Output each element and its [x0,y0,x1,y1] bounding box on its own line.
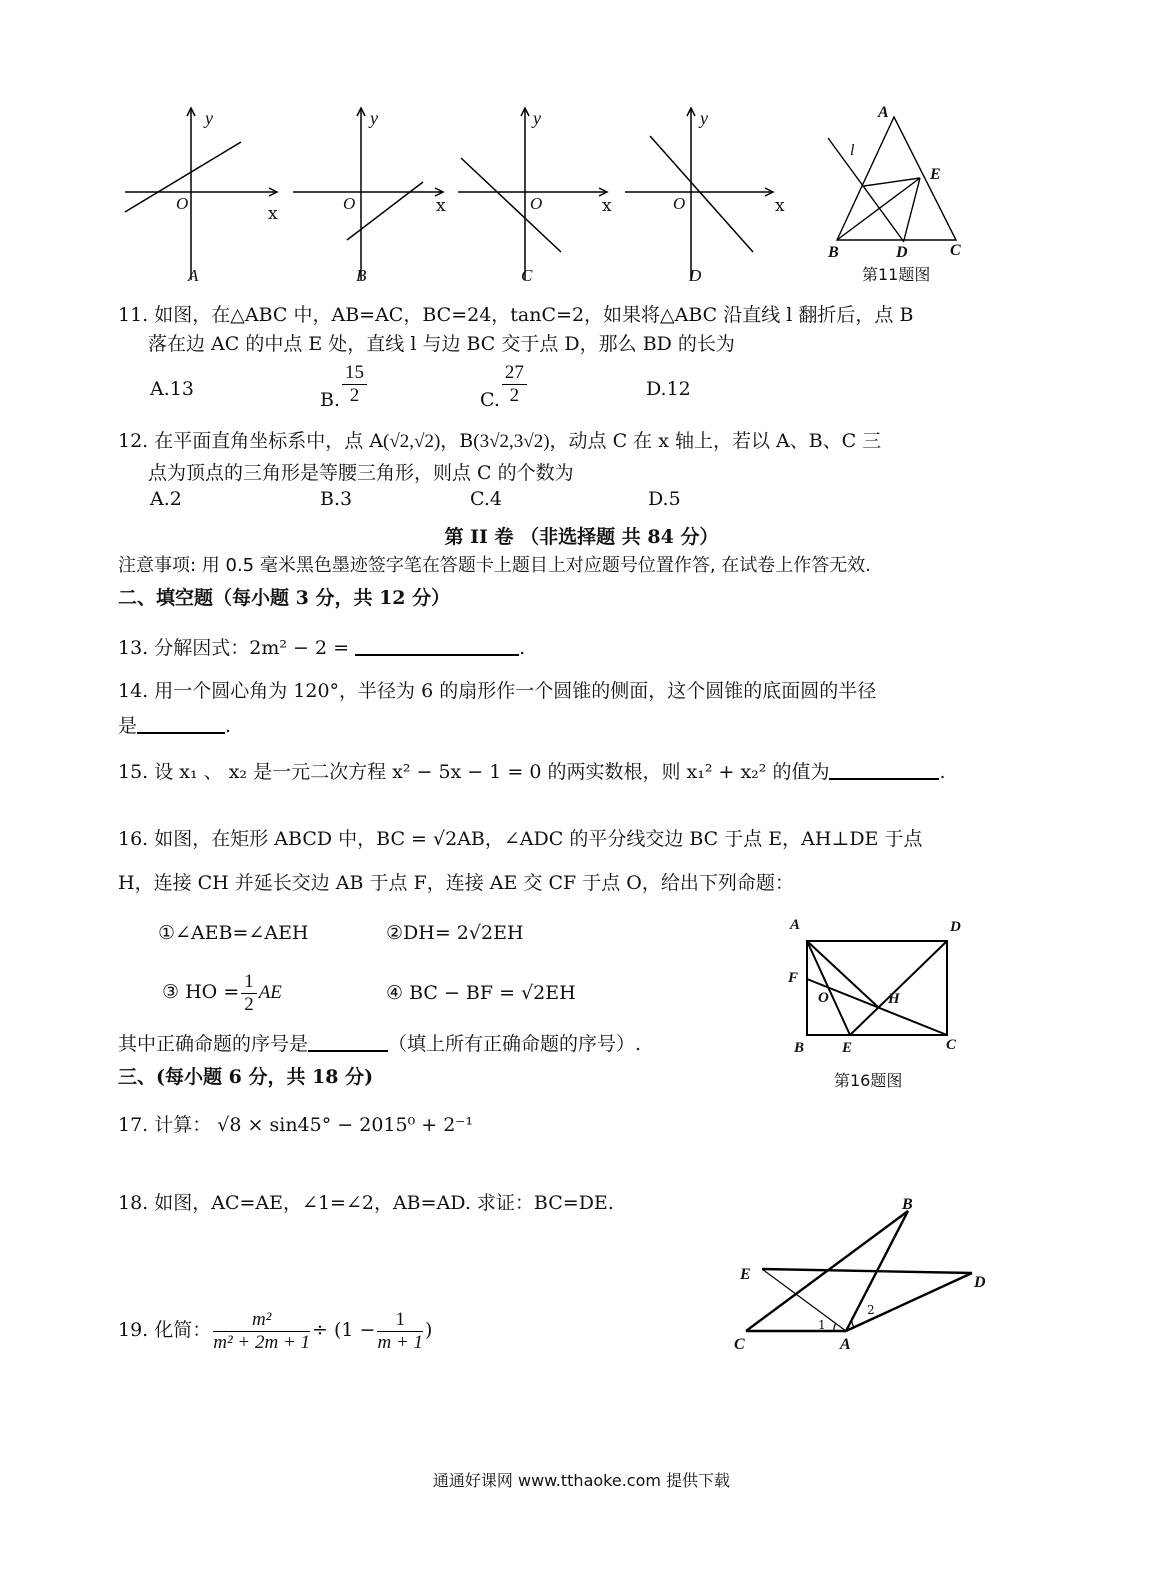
q12-option-b: B.3 [320,488,353,510]
q19-prefix: 19. 化简： [118,1319,212,1341]
q19-fraction-2 [377,1309,423,1354]
graph-a-label: A [188,266,199,285]
fig18-point-a: A [840,1336,851,1353]
q16-answer-prefix: 其中正确命题的序号是 [118,1033,309,1055]
q16-line1: 16. 如图，在矩形 ABCD 中，BC = √2AB，∠ADC 的平分线交边 BC 于点 E，AH⊥DE 于点 [118,828,923,850]
graph-b [293,108,443,280]
q19-mid: ÷ (1 − [312,1319,376,1341]
q19-end: ) [425,1319,433,1341]
q14-prefix: 是 [118,715,138,737]
q15-end: . [939,761,946,783]
q14-end: . [225,715,232,737]
q11-option-b-den: 2 [349,385,360,406]
graph-a-origin: O [176,194,189,213]
fig11-point-a: A [878,104,889,121]
q11-option-c [480,362,529,411]
fig18-point-c: C [734,1336,745,1353]
q13 [118,634,525,661]
q14-line2 [118,712,231,739]
q14-line1: 14. 用一个圆心角为 120°，半径为 6 的扇形作一个圆锥的侧面，这个圆锥的底面圆的半径 [118,680,877,702]
footer: 通通好课网 www.tthaoke.com 提供下载 [432,1471,731,1490]
q17: 17. 计算： √8 × sin45° − 2015⁰ + 2⁻¹ [118,1114,473,1136]
figure-11 [820,100,970,260]
graph-d-y-label: y [700,108,708,128]
q11-line2: 落在边 AC 的中点 E 处，直线 l 与边 BC 交于点 D，那么 BD 的长为 [148,333,735,355]
q13-answer-blank[interactable] [355,634,519,656]
figure-18 [730,1195,1010,1345]
q16-answer-line [118,1030,641,1057]
q19 [118,1300,432,1360]
q11-option-c-fraction [502,362,527,407]
q11-option-b-fraction [342,362,367,407]
q16-p3-num: 1 [241,971,257,994]
fig16-point-h: H [888,991,900,1007]
section2-heading: 二、填空题（每小题 3 分，共 12 分） [118,587,451,609]
fig11-point-e: E [930,166,941,183]
q16-p3-den: 2 [244,993,254,1015]
graph-a-x-label: x [268,204,278,224]
fig16-point-o: O [818,990,829,1006]
graph-d-origin: O [673,194,686,213]
graph-c-y-label: y [533,108,541,128]
q11-option-b-prefix: B. [320,388,341,411]
graph-b-y-label: y [370,108,378,128]
graph-b-origin: O [343,194,356,213]
q19-num: m² [213,1309,310,1332]
q12-line1 [118,428,881,455]
figure-16 [790,925,970,1045]
q11-option-b [320,362,369,411]
fig16-point-e: E [842,1040,853,1056]
fig18-angle-1: 1 [818,1318,826,1332]
q19-den: m² + 2m + 1 [213,1331,311,1353]
q12-line1-b: ，B [440,430,474,452]
q12-option-c: C.4 [470,488,502,510]
graph-b-label: B [356,266,367,285]
q19-num2: 1 [377,1309,423,1332]
fig16-caption: 第16题图 [834,1071,903,1090]
q12-option-d: D.5 [648,488,681,510]
graph-c-x-label: x [602,196,612,216]
fig11-point-b: B [828,244,839,261]
q11-option-d: D.12 [646,378,691,400]
fig18-point-b: B [902,1196,913,1213]
fig16-point-c: C [946,1037,957,1053]
fig16-point-f: F [788,970,799,986]
q16-p3-suffix: AE [258,982,282,1003]
q13-end: . [519,637,526,659]
q14-answer-blank[interactable] [137,712,225,734]
q12-line1-a: 12. 在平面直角坐标系中，点 A [118,430,384,452]
q18: 18. 如图，AC=AE，∠1=∠2，AB=AD. 求证：BC=DE. [118,1192,614,1214]
q15 [118,758,946,785]
q11-option-c-num: 27 [502,362,527,385]
q15-text: 15. 设 x₁ 、 x₂ 是一元二次方程 x² − 5x − 1 = 0 的两实数根，则 x₁² + x₂² 的值为 [118,761,830,783]
q16-proposition-3 [162,966,282,1019]
q11-option-a: A.13 [150,378,194,400]
section3-heading: 三、(每小题 6 分，共 18 分) [118,1066,374,1088]
part2-title: 第 II 卷 （非选择题 共 84 分） [444,526,719,548]
q16-line2: H，连接 CH 并延长交边 AB 于点 F，连接 AE 交 CF 于点 O，给出下列命题： [118,872,794,894]
q12-point-b: (3√2,3√2) [473,431,550,452]
q11-line1: 11. 如图，在△ABC 中，AB=AC，BC=24，tanC=2，如果将△ABC 沿直线 l 翻折后，点 B [118,304,914,326]
q12-point-a: (√2,√2) [383,431,441,452]
fig18-point-e: E [740,1266,751,1283]
graph-d-label: D [689,266,702,285]
fig18-angle-2: 2 [867,1303,875,1317]
fig16-point-a: A [790,917,801,933]
graph-b-x-label: x [436,196,446,216]
q16-p3-prefix: ③ HO = [162,981,240,1003]
q12-option-a: A.2 [150,488,182,510]
q12-line2: 点为顶点的三角形是等腰三角形，则点 C 的个数为 [148,462,574,484]
fig11-line-l: l [850,142,855,159]
graph-a [125,108,277,280]
graph-c-label: C [521,266,533,285]
fig11-point-c: C [950,242,961,259]
fig11-caption: 第11题图 [862,265,931,284]
q11-option-b-num: 15 [342,362,367,385]
graph-c-origin: O [530,194,543,213]
graph-d-x-label: x [775,196,785,216]
q19-den2: m + 1 [377,1331,424,1353]
q16-proposition-4: ④ BC − BF = √2EH [386,982,576,1004]
q11-option-c-den: 2 [509,385,520,406]
q15-answer-blank[interactable] [829,758,939,780]
q12-line1-c: ，动点 C 在 x 轴上，若以 A、B、C 三 [549,430,882,452]
graph-d [625,108,773,280]
q13-text: 13. 分解因式：2m² − 2 = [118,637,350,659]
fig16-point-b: B [794,1040,805,1056]
q16-answer-blank[interactable] [308,1030,388,1052]
q16-proposition-1: ①∠AEB=∠AEH [158,922,309,944]
q16-proposition-2: ②DH= 2√2EH [386,922,524,944]
q11-option-c-prefix: C. [480,388,500,411]
q16-p3-fraction [241,971,257,1016]
q19-fraction-1 [213,1309,310,1354]
part2-notice: 注意事项: 用 0.5 毫米黑色墨迹签字笔在答题卡上题目上对应题号位置作答, 在试卷上作答无效. [118,555,872,576]
q16-answer-suffix: （填上所有正确命题的序号）. [388,1033,642,1055]
graph-a-y-label: y [205,108,213,128]
fig11-point-d: D [896,244,908,261]
fig16-point-d: D [950,919,961,935]
fig18-point-d: D [974,1274,986,1291]
